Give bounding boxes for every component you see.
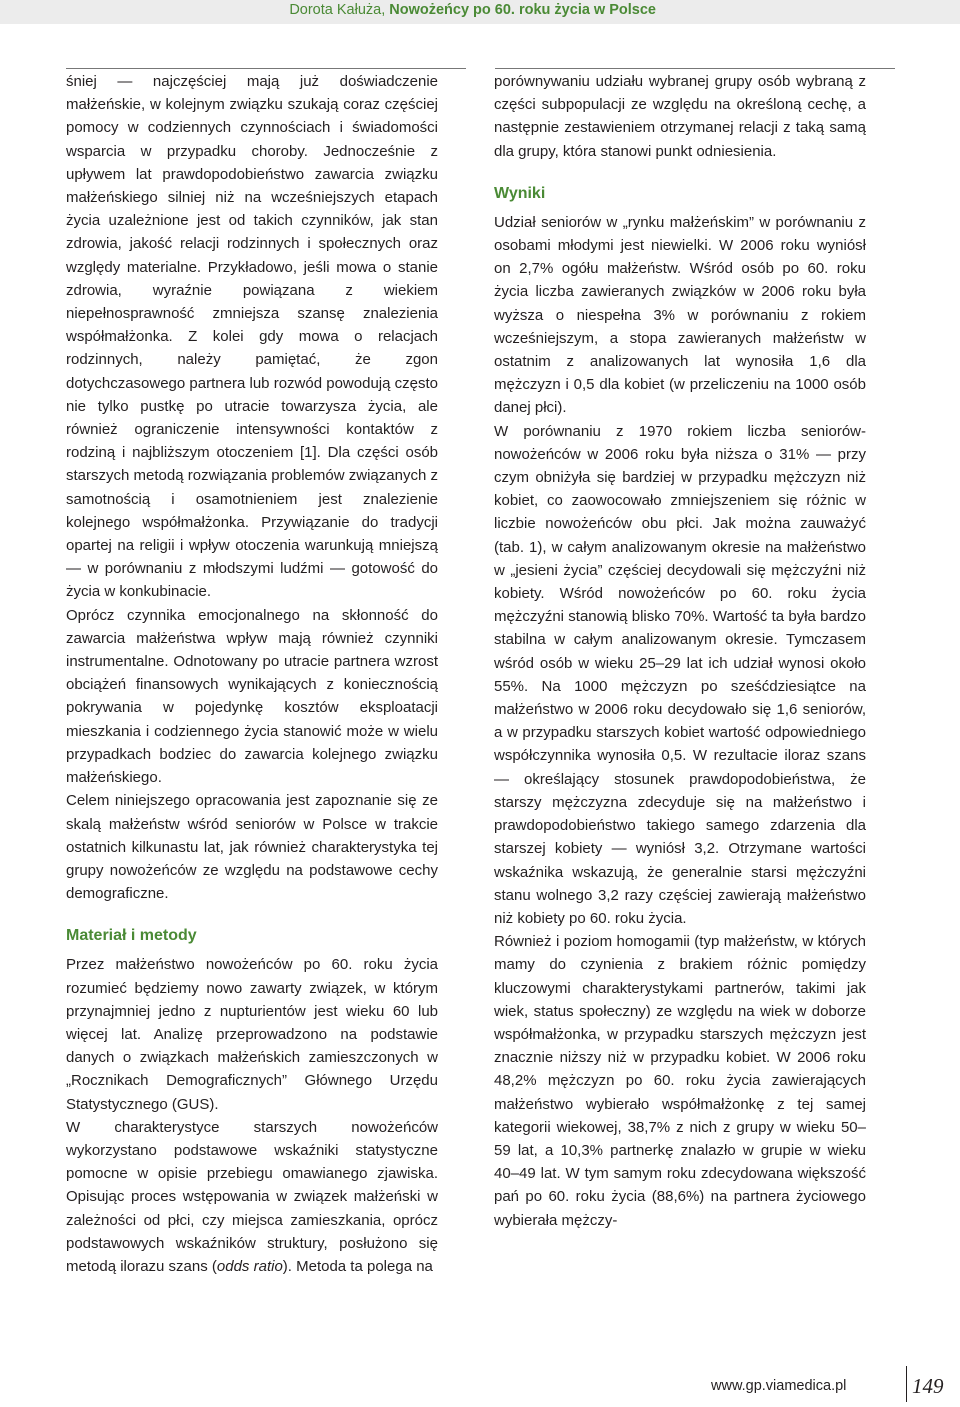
methods-paragraph-2-end: ). Metoda ta polega na — [282, 1257, 433, 1275]
methods-heading: Materiał i metody — [66, 927, 197, 945]
method-continuation-paragraph: porównywaniu udziału wybranej grupy osób wybraną z części subpopulacji ze względu na określoną cechę, a następnie zestawieniem otrzymanej relacji z taką samą dla grupy, która stanowi punkt odniesienia. — [494, 73, 866, 160]
running-head — [289, 0, 656, 20]
results-heading: Wyniki — [494, 184, 546, 202]
right-column — [494, 70, 866, 1232]
footer-divider — [906, 1366, 907, 1402]
left-column-top-rule — [66, 68, 466, 69]
methods-paragraph-1: Przez małżeństwo nowożeńców po 60. roku życia rozumieć będziemy nowo zawarty związek, w którym przynajmniej jedno z nupturientów jest wieku 60 lub więcej lat. Analizę przeprowadzono na podstawie danych o związkach małżeńskich zamieszczonych w „Rocznikach Demograficznych” Głównego Urzędu Statystycznego (GUS). — [66, 956, 438, 1113]
left-column — [66, 70, 438, 1278]
page-number: 149 — [912, 1374, 944, 1398]
right-column-top-rule — [495, 68, 895, 69]
emotional-factors-paragraph: Oprócz czynnika emocjonalnego na skłonność do zawarcia małżeństwa wpływ mają również czynniki instrumentalne. Odnotowany po utracie partnera wzrost obciążeń finansowych wynikających z koniecznością pokrywania w pojedynkę kosztów eksploatacji mieszkania i codziennego życia stanowić może w wielu przypadkach bodziec do zawarcia kolejnego związku małżeńskiego. — [66, 606, 438, 787]
results-paragraph-2: W porównaniu z 1970 rokiem liczba seniorów-nowożeńców w 2006 roku była niższa o 31% — przy czym obniżyła się bardziej w przypadku mężczyzn niż kobiet, co zaowocowało zmniejszeniem się różnic w liczbie nowożeńców obu płci. Jak można zauważyć (tab. 1), w całym analizowanym okresie na małżeństwo w „jesieni życia” częściej decydowali się mężczyźni niż kobiety. Wśród nowożeńców po 60. roku życia mężczyźni stanowią blisko 70%. Wartość ta była bardzo stabilna w całym analizowanym okresie. Tymczasem wśród osób w wieku 25–29 lat ich udział wynosi około 55%. Na 1000 mężczyzn po sześćdziesiątce na małżeństwo w 2006 roku decydowało się 1,6 seniorów, a w przypadku starszych kobiet wartość odpowiedniego współczynnika wynosiła 0,5. W rezultacie iloraz szans — określający stosunek prawdopodobieństwa, że starszy mężczyzna zdecyduje się na małżeństwo i prawdopodobieństwo takiego samego zdarzenia dla starszej kobiety — wyniósł 3,2. Otrzymane wartości wskaźnika wskazują, że generalnie starsi mężczyźni stanu wolnego 3,2 razy częściej zawierają małżeństwo niż kobiety po 60. roku życia. — [494, 422, 866, 927]
running-head-authors: Dorota Kałuża, — [289, 2, 386, 18]
methods-paragraph-2-text: W charakterystyce starszych nowożeńców wykorzystano podstawowe wskaźniki statystyczne pomocne w opisie przebiegu omawianego zjawiska. Opisując proces wstępowania w związek małżeński w zależności od płci, czy miejsca zamieszkania, oprócz podstawowych wskaźników struktury, posłużono się metodą ilorazu szans ( — [66, 1118, 438, 1275]
intro-paragraph: śniej — najczęściej mają już doświadczenie małżeńskie, w kolejnym związku szukają coraz częściej pomocy w codziennych czynnościach i świadomości wsparcia w przypadku choroby. Jednocześnie z upływem lat prawdopodobieństwo zawarcia związku małżeńskiego silniej niż na wcześniejszych etapach życia uzależnione jest od takich czynników, jak stan zdrowia, jakość relacji rodzinnych i społecznych oraz względy materialne. Przykładowo, jeśli mowa o stanie zdrowia, wyraźnie powiązana z wiekiem niepełnosprawność zmniejsza szansę znalezienia współmałżonka. Z kolei gdy mowa o relacjach rodzinnych, należy pamiętać, że zgon dotychczasowego partnera lub rozwód powodują często nie tylko pustkę po utracie towarzysza życia, ale również ograniczenie intensywności kontaktów z rodziną i najbliższym otoczeniem [1]. Dla części osób starszych metodą rozwiązania problemów związanych z samotnością i osamotnieniem jest znalezienie kolejnego współmałżonka. Przywiązanie do tradycji opartej na religii i wpływ otoczenia warunkują mniejszą — w porównaniu z młodszymi ludźmi — gotowość do życia w konkubinacie. — [66, 73, 438, 601]
odds-ratio-term: odds ratio — [216, 1257, 283, 1275]
running-head-title: Nowożeńcy po 60. roku życia w Polsce — [389, 2, 656, 18]
methods-paragraph-2 — [66, 1116, 438, 1278]
results-paragraph-1: Udział seniorów w „rynku małżeńskim” w porównaniu z osobami młodymi jest niewielki. W 2006 roku wyniósł on 2,7% ogółu małżeństw. Wśród osób po 60. roku życia liczba zawieranych związków w 2006 roku była wyższa o niespełna 3% w porównaniu z rokiem wcześniejszym, a stopa zawieranych małżeństw w ostatnim z analizowanych lat wynosiła 1,6 dla mężczyzn i 0,5 dla kobiet (w przeliczeniu na 1000 osób danej płci). — [494, 213, 866, 417]
footer-url-link[interactable]: www.gp.viamedica.pl — [711, 1378, 847, 1394]
aim-paragraph: Celem niniejszego opracowania jest zapoznanie się ze skalą małżeństw wśród seniorów w Polsce w trakcie ostatnich kilkunastu lat, jak również charakterystyka tej grupy nowożeńców ze względu na podstawowe cechy demograficzne. — [66, 792, 438, 903]
results-paragraph-3: Również i poziom homogamii (typ małżeństw, w których mamy do czynienia z brakiem różnic pomiędzy kluczowymi charakterystykami partnerów, takimi jak wiek, status społeczny) ze względu na wiek w doborze współmałżonka, w przypadku starszych mężczyzn jest znacznie niższy niż w przypadku kobiet. W 2006 roku 48,2% mężczyzn po 60. roku życia zawierających małżeństwo wybierało współmałżonkę z tej samej kategorii wiekowej, 38,7% z nich z grupy w wieku 50–59 lat, a 10,3% partnerkę znalazło w grupie w wieku 40–49 lat. W tym samym roku zdecydowana większość pań po 60. roku życia (88,6%) na partnera życiowego wybierała mężczy- — [494, 933, 866, 1229]
